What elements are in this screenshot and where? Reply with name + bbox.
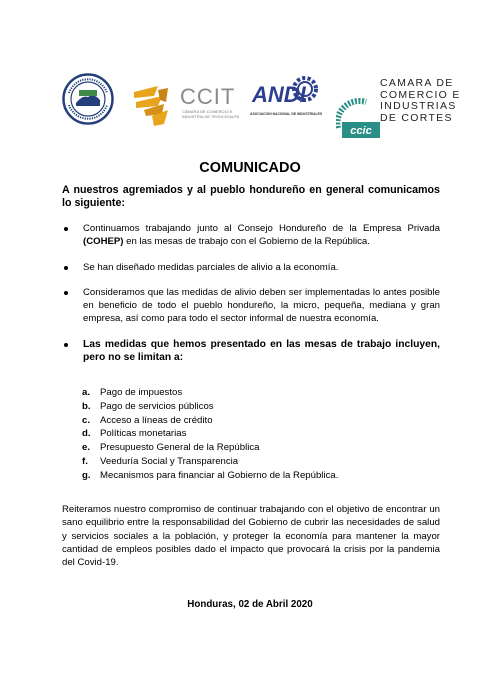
- bullet-dot-icon: [64, 227, 68, 231]
- chamber-seal-logo: [62, 73, 114, 125]
- closing-paragraph: Reiteramos nuestro compromiso de continuar trabajando con el objetivo de encontrar un sano equilibrio entre la responsabilidad del Gobierno de cubrir las necesidades de salud y servicios sociales a la población, y proteger la economía para mantener la mayor cantidad de empleos posibles dado el impacto que provocará la crisis por la pandemia del Covid-19.: [62, 504, 440, 569]
- measure-item: [82, 441, 338, 455]
- measure-letter: b.: [82, 400, 91, 412]
- measure-text: Mecanismos para financiar al Gobierno de la República.: [100, 469, 339, 481]
- bullet-list: [62, 222, 440, 376]
- bullet-dot-icon: [64, 291, 68, 295]
- bullet-dot-icon: [64, 266, 68, 270]
- measure-text: Acceso a líneas de crédito: [100, 414, 213, 426]
- measure-letter: d.: [82, 428, 91, 440]
- bullet-item: [62, 222, 440, 248]
- measure-item: [82, 414, 338, 428]
- intro-paragraph: A nuestros agremiados y al pueblo hondureño en general comunicamos lo siguiente:: [62, 184, 440, 209]
- ccic-mark-text: ccic: [350, 125, 372, 137]
- andi-subtitle: ASOCIACIÓN NACIONAL DE INDUSTRIALES: [250, 112, 323, 116]
- ccic-name-line: CAMARA DE: [380, 77, 454, 89]
- andi-logo: [248, 76, 330, 126]
- measures-list: [82, 386, 338, 483]
- measure-letter: e.: [82, 442, 91, 454]
- measure-item: [82, 386, 338, 400]
- measure-item: [82, 469, 338, 483]
- ccit-wordmark: CCIT: [180, 84, 236, 109]
- measure-item: [82, 455, 338, 469]
- measure-letter: a.: [82, 387, 91, 398]
- ccic-name-line: INDUSTRIAS: [380, 100, 457, 112]
- ccit-emblem-icon: [132, 82, 178, 128]
- document-date: Honduras, 02 de Abril 2020: [187, 599, 313, 610]
- andi-wordmark: ANDI: [252, 82, 306, 107]
- measure-letter: g.: [82, 469, 91, 481]
- bullet-text: Consideramos que las medidas de alivio deben ser implementadas lo antes posible en beneficio de todo el pueblo hondureño, la micro, pequeña, mediana y gran empresa, así como para todo el sector informal de nuestra economía.: [83, 287, 440, 324]
- bullet-item: [62, 338, 440, 364]
- bullet-text: en las mesas de trabajo con el Gobierno de la República.: [123, 236, 370, 247]
- bullet-strong-text: (COHEP): [83, 236, 124, 247]
- measure-text: Pago de impuestos: [100, 387, 183, 398]
- measure-letter: c.: [82, 414, 91, 426]
- bullet-text: Las medidas que hemos presentado en las mesas de trabajo incluyen, pero no se limitan a:: [83, 338, 440, 363]
- bullet-item: [62, 261, 440, 274]
- bullet-text: Se han diseñado medidas parciales de alivio a la economía.: [83, 261, 339, 273]
- measure-letter: f.: [82, 455, 88, 467]
- measure-text: Políticas monetarias: [100, 428, 187, 440]
- bullet-dot-icon: [64, 343, 68, 347]
- ccit-logo: [132, 82, 242, 132]
- ccic-logo: [334, 78, 464, 142]
- ccic-name-line: DE CORTES: [380, 111, 453, 124]
- bullet-text: Continuamos trabajando junto al Consejo Hondureño de la Empresa Privada: [83, 223, 440, 234]
- bullet-item: [62, 286, 440, 325]
- ccic-emblem-icon: [336, 98, 382, 142]
- document-title: COMUNICADO: [199, 160, 301, 176]
- ccit-subtitle: CÁMARA DE COMERCIO E INDUSTRIA DE TEGUCIGALPA: [182, 109, 240, 119]
- measure-text: Presupuesto General de la República: [100, 442, 260, 454]
- ccic-name-line: COMERCIO E: [380, 88, 461, 101]
- measure-text: Pago de servicios públicos: [100, 400, 214, 412]
- measure-item: [82, 400, 338, 414]
- measure-text: Veeduría Social y Transparencia: [100, 455, 239, 467]
- ccic-name: [380, 78, 461, 124]
- measure-item: [82, 427, 338, 441]
- logo-row: [62, 68, 462, 140]
